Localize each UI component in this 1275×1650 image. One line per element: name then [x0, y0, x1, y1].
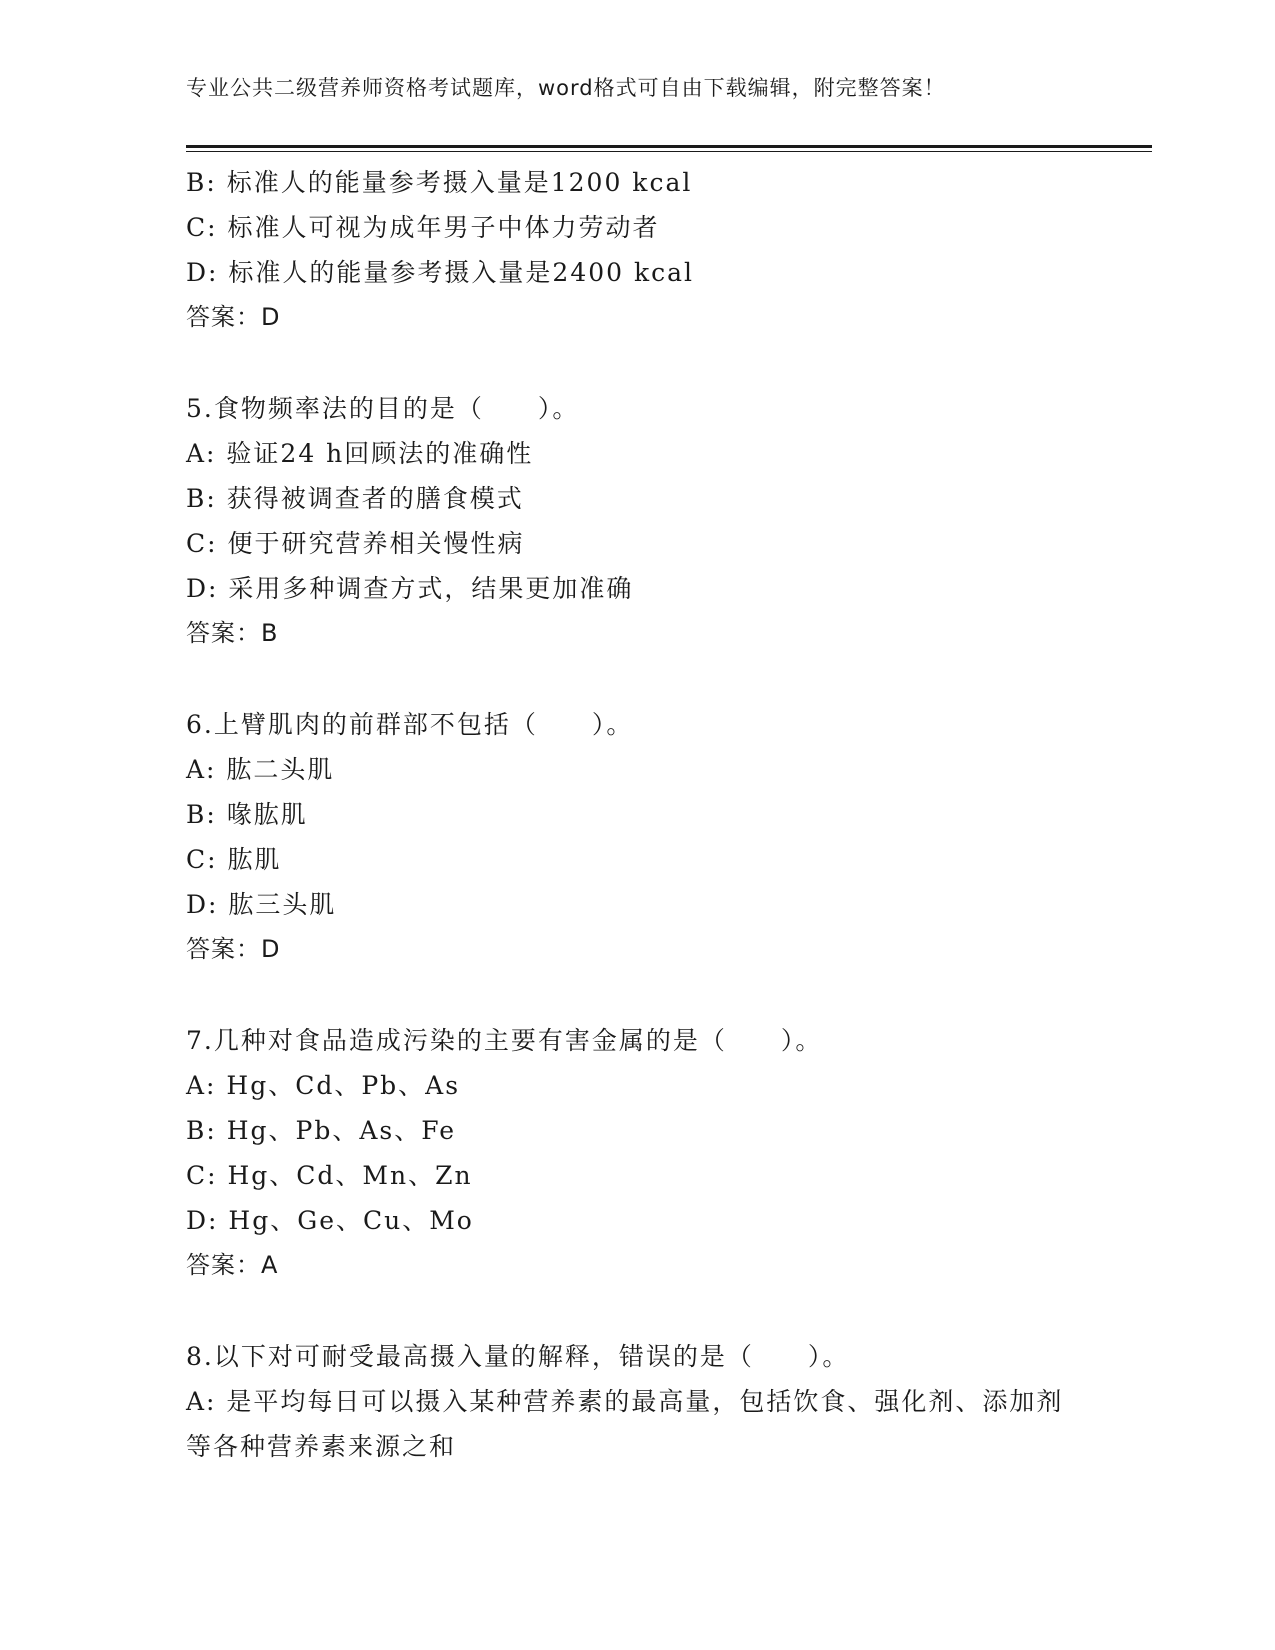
page-header: 专业公共二级营养师资格考试题库，word格式可自由下载编辑，附完整答案！: [186, 76, 946, 100]
document-body: [186, 160, 1086, 1469]
question-8: [186, 1334, 1086, 1469]
option-b: B: Hg、Pb、As、Fe: [186, 1116, 457, 1145]
option-a: A: Hg、Cd、Pb、As: [186, 1071, 461, 1100]
option-c: C: Hg、Cd、Mn、Zn: [186, 1161, 473, 1190]
question-stem: 5.食物频率法的目的是（ ）。: [186, 394, 580, 423]
answer-line: 答案：D: [186, 303, 281, 331]
header-rule-thick: [186, 145, 1152, 148]
question-7: [186, 1018, 1086, 1288]
question-5: [186, 386, 1086, 656]
header-rule-thin: [186, 151, 1152, 152]
question-stem: 8.以下对可耐受最高摄入量的解释，错误的是（ ）。: [186, 1342, 850, 1371]
question-stem: 6.上臂肌肉的前群部不包括（ ）。: [186, 710, 634, 739]
option-d: D: 标准人的能量参考摄入量是2400 kcal: [186, 258, 695, 287]
option-a: A: 是平均每日可以摄入某种营养素的最高量，包括饮食、强化剂、添加剂等各种营养素来源之和: [186, 1387, 1064, 1461]
answer-line: 答案：D: [186, 935, 281, 963]
option-d: D: 肱三头肌: [186, 890, 337, 919]
question-continued: [186, 160, 1086, 340]
option-c: C: 肱肌: [186, 845, 282, 874]
option-b: B: 标准人的能量参考摄入量是1200 kcal: [186, 168, 693, 197]
option-b: B: 获得被调查者的膳食模式: [186, 484, 524, 513]
option-b: B: 喙肱肌: [186, 800, 308, 829]
question-6: [186, 702, 1086, 972]
answer-line: 答案：B: [186, 619, 279, 647]
answer-line: 答案：A: [186, 1251, 279, 1279]
option-a: A: 肱二头肌: [186, 755, 335, 784]
question-stem: 7.几种对食品造成污染的主要有害金属的是（ ）。: [186, 1026, 823, 1055]
option-d: D: 采用多种调查方式，结果更加准确: [186, 574, 634, 603]
option-d: D: Hg、Ge、Cu、Mo: [186, 1206, 474, 1235]
option-c: C: 标准人可视为成年男子中体力劳动者: [186, 213, 660, 242]
option-a: A: 验证24 h回顾法的准确性: [186, 439, 534, 468]
option-c: C: 便于研究营养相关慢性病: [186, 529, 525, 558]
